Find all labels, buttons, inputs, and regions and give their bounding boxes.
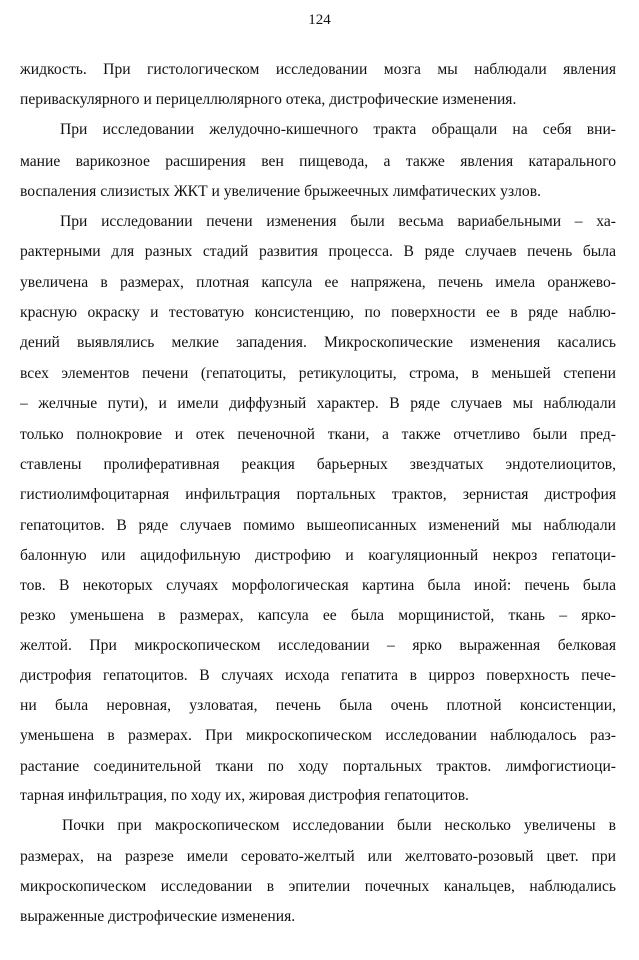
text-line: балонную или ацидофильную дистрофию и коагуляционный некроз гепатоци- [20, 547, 616, 564]
text-line: микроскопическом исследовании в эпителии почечных канальцев, наблюдались [20, 878, 616, 895]
text-line: гистиолимфоцитарная инфильтрация портальных трактов, зернистая дистрофия [20, 486, 616, 503]
text-line: резко уменьшена в размерах, капсула ее была морщинистой, ткань – ярко- [20, 607, 616, 624]
text-line: желтой. При микроскопическом исследовании – ярко выраженная белковая [20, 637, 616, 654]
page-number: 124 [308, 12, 331, 28]
text-line: ставлены пролиферативная реакция барьерных звездчатых эндотелиоцитов, [20, 456, 616, 473]
text-line: При исследовании желудочно-кишечного тракта обращали на себя вни- [60, 121, 616, 138]
scan-edge-fade [0, 0, 18, 960]
text-line: растание соединительной ткани по ходу портальных трактов. лимфогистиоци- [20, 758, 616, 775]
text-line: размерах, на разрезе имели серовато-желтый или желтовато-розовый цвет. при [20, 848, 616, 865]
text-line: дений выявлялись мелкие западения. Микроскопические изменения касались [20, 334, 616, 351]
text-line: ни была неровная, узловатая, печень была очень плотной консистенции, [20, 697, 616, 714]
text-line: красную окраску и тестоватую консистенцию, по поверхности ее в ряде наблю- [20, 304, 616, 321]
text-line: мание варикозное расширения вен пищевода, а также явления катарального [20, 153, 616, 170]
text-line: жидкость. При гистологическом исследовании мозга мы наблюдали явления [20, 61, 616, 78]
text-line: дистрофия гепатоцитов. В случаях исхода гепатита в цирроз поверхность пече- [20, 667, 616, 684]
text-line: – желчные пути), и имели диффузный характер. В ряде случаев мы наблюдали [20, 395, 616, 412]
text-line: только полнокровие и отек печеночной ткани, а также отчетливо были пред- [20, 426, 616, 443]
text-line: уменьшена в размерах. При микроскопическом исследовании наблюдалось раз- [20, 727, 616, 744]
text-line: гепатоцитов. В ряде случаев помимо вышеописанных изменений мы наблюдали [20, 517, 616, 534]
text-line: всех элементов печени (гепатоциты, ретикулоциты, строма, в меньшей степени [20, 365, 616, 382]
text-line: рактерными для разных стадий развития процесса. В ряде случаев печень была [20, 243, 616, 260]
text-line: увеличена в размерах, плотная капсула ее напряжена, печень имела оранжево- [20, 274, 616, 291]
text-line: тарная инфильтрация, по ходу их, жировая дистрофия гепатоцитов. [20, 787, 469, 804]
text-line: Почки при макроскопическом исследовании были несколько увеличены в [62, 817, 616, 834]
text-line: воспаления слизистых ЖКТ и увеличение брыжеечных лимфатических узлов. [20, 183, 541, 200]
text-line: периваскулярного и перицеллюлярного отека, дистрофические изменения. [20, 91, 517, 108]
text-line: выраженные дистрофические изменения. [20, 908, 296, 925]
text-line: тов. В некоторых случаях морфологическая картина была иной: печень была [20, 577, 616, 594]
text-line: При исследовании печени изменения были весьма вариабельными – ха- [60, 213, 616, 230]
